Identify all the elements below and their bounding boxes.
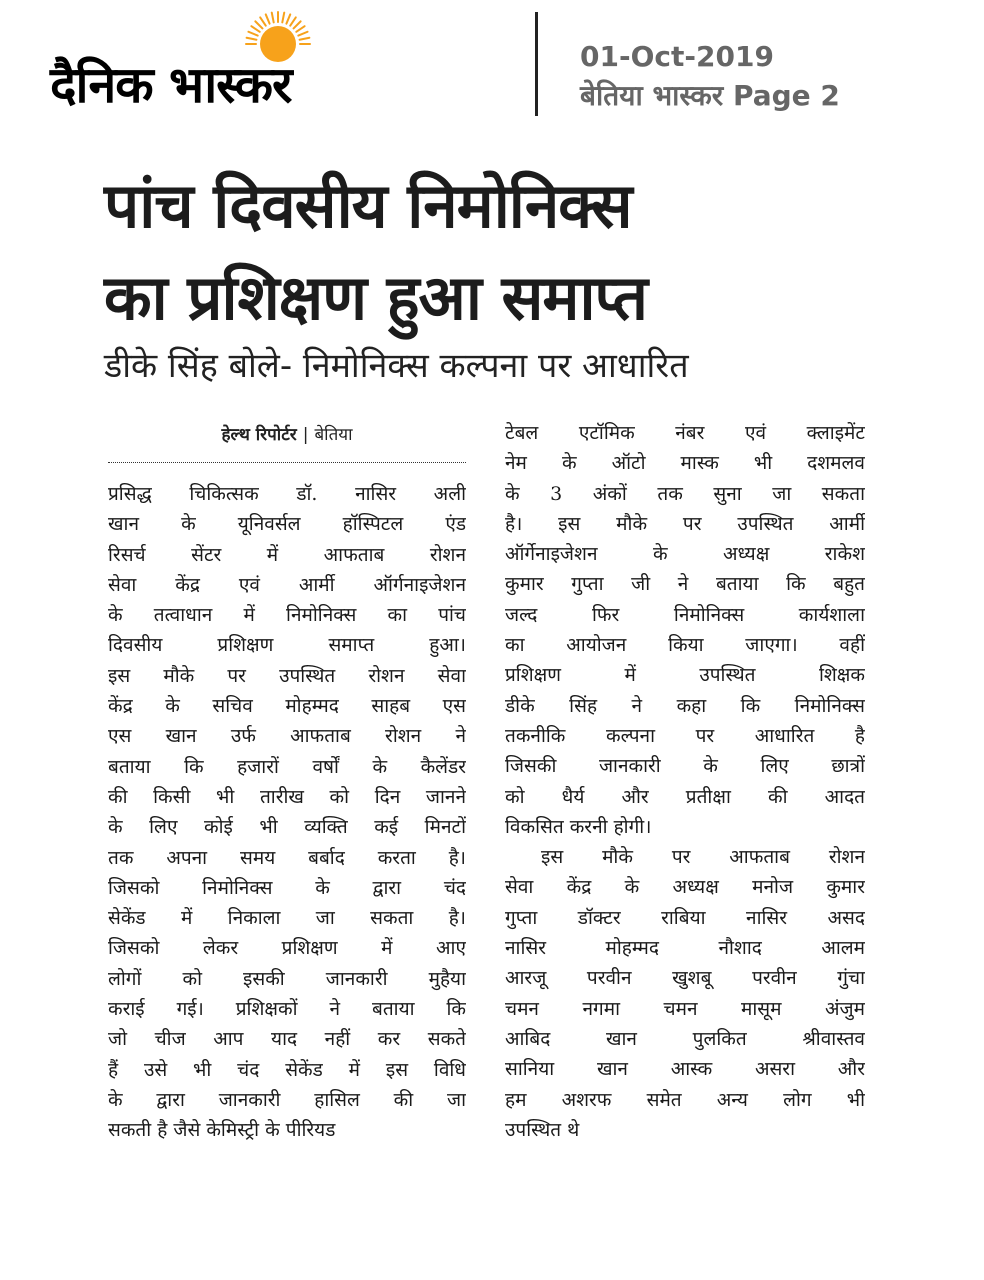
- article-text-line: गुप्ता डॉक्टर राबिया नासिर असद: [505, 906, 865, 929]
- byline-separator: |: [302, 425, 309, 445]
- article-text-line: के 3 अंकों तक सुना जा सकता: [505, 482, 865, 505]
- article-text-line: इस मौके पर आफताब रोशन: [541, 846, 865, 869]
- article-text-line: सेवा केंद्र एवं आर्मी ऑर्गनाइजेशन: [108, 573, 466, 596]
- article-text-line: जो चीज आप याद नहीं कर सकते: [108, 1028, 466, 1051]
- article-text-line: विकसित करनी होगी।: [505, 815, 652, 838]
- article-text-line: तकनीकि कल्पना पर आधारित है: [505, 724, 865, 747]
- article-text-line: के लिए कोई भी व्यक्ति कई मिनटों: [108, 816, 466, 839]
- article-text-line: कुमार गुप्ता जी ने बताया कि बहुत: [505, 573, 865, 596]
- article-text-line: कराई गई। प्रशिक्षकों ने बताया कि: [108, 998, 466, 1021]
- article-text-line: टेबल एटॉमिक नंबर एवं क्लाइमेंट: [505, 422, 865, 444]
- newspaper-masthead: [0, 0, 984, 130]
- article-text-line: है। इस मौके पर उपस्थित आर्मी: [505, 512, 865, 535]
- article-text-line: प्रशिक्षण में उपस्थित शिक्षक: [505, 664, 865, 687]
- article-text-line: दिवसीय प्रशिक्षण समाप्त हुआ।: [108, 634, 466, 657]
- article-text-line: ऑर्गेनाइजेशन के अध्यक्ष राकेश: [505, 543, 865, 566]
- article-text-line: लोगों को इसकी जानकारी मुहैया: [108, 967, 466, 990]
- edition-date: 01-Oct-2019: [580, 40, 774, 73]
- article-text-line: नासिर मोहम्मद नौशाद आलम: [505, 937, 865, 960]
- article-text-line: खान के यूनिवर्सल हॉस्पिटल एंड: [108, 513, 466, 536]
- article-text-line: प्रसिद्ध चिकित्सक डॉ. नासिर अली: [108, 483, 466, 505]
- article-text-line: जिसकी जानकारी के लिए छात्रों: [505, 755, 865, 778]
- article-text-line: चमन नगमा चमन मासूम अंजुम: [505, 997, 865, 1020]
- article-text-line: सकती है जैसे केमिस्ट्री के पीरियड: [108, 1119, 336, 1142]
- article-headline: [104, 160, 884, 344]
- article-text-line: सानिया खान आस्क असरा और: [505, 1058, 865, 1081]
- article-text-line: सेकेंड में निकाला जा सकता है।: [108, 907, 466, 930]
- article-text-line: हैं उसे भी चंद सेकेंड में इस विधि: [108, 1058, 466, 1081]
- byline-reporter: हेल्थ रिपोर्टर: [221, 425, 297, 445]
- article-text-line: जिसको निमोनिक्स के द्वारा चंद: [108, 876, 466, 899]
- article-text-line: की किसी भी तारीख को दिन जानने: [108, 785, 466, 808]
- masthead-divider: [535, 12, 538, 116]
- article-byline: [108, 420, 466, 450]
- byline-divider: [108, 462, 466, 463]
- headline-line: का प्रशिक्षण हुआ समाप्त: [104, 261, 647, 334]
- article-text-line: के द्वारा जानकारी हासिल की जा: [108, 1088, 466, 1111]
- article-text-line: जल्द फिर निमोनिक्स कार्यशाला: [505, 603, 865, 626]
- newspaper-logo: दैनिक भास्कर: [50, 55, 292, 114]
- headline-line: पांच दिवसीय निमोनिक्स: [104, 169, 632, 242]
- article-text-line: एस खान उर्फ आफताब रोशन ने: [108, 725, 466, 748]
- article-column-1: [108, 479, 466, 1146]
- article-text-line: डीके सिंह ने कहा कि निमोनिक्स: [505, 694, 865, 717]
- article-subheadline: डीके सिंह बोले- निमोनिक्स कल्पना पर आधारित: [104, 346, 689, 386]
- article-text-line: सेवा केंद्र के अध्यक्ष मनोज कुमार: [505, 876, 865, 899]
- article-text-line: को धैर्य और प्रतीक्षा की आदत: [505, 785, 865, 808]
- article-text-line: तक अपना समय बर्बाद करता है।: [108, 846, 466, 869]
- article-text-line: बताया कि हजारों वर्षों के कैलेंडर: [108, 755, 466, 778]
- edition-name-page: बेतिया भास्कर Page 2: [580, 79, 840, 112]
- article-text-line: केंद्र के सचिव मोहम्मद साहब एस: [108, 695, 466, 718]
- byline-location: बेतिया: [314, 425, 353, 445]
- article-text-line: का आयोजन किया जाएगा। वहीं: [505, 634, 865, 657]
- article-text-line: हम अशरफ समेत अन्य लोग भी: [505, 1088, 865, 1111]
- article-text-line: रिसर्च सेंटर में आफताब रोशन: [108, 543, 466, 566]
- article-text-line: इस मौके पर उपस्थित रोशन सेवा: [108, 664, 466, 687]
- article-text-line: के तत्वाधान में निमोनिक्स का पांच: [108, 604, 466, 627]
- article-text-line: आबिद खान पुलकित श्रीवास्तव: [505, 1027, 865, 1050]
- article-text-line: जिसको लेकर प्रशिक्षण में आए: [108, 937, 466, 960]
- article-column-2: [505, 418, 865, 1145]
- article-text-line: उपस्थित थे: [505, 1118, 580, 1141]
- article-text-line: आरजू परवीन खुशबू परवीन गुंचा: [505, 967, 865, 990]
- article-text-line: नेम के ऑटो मास्क भी दशमलव: [505, 452, 865, 475]
